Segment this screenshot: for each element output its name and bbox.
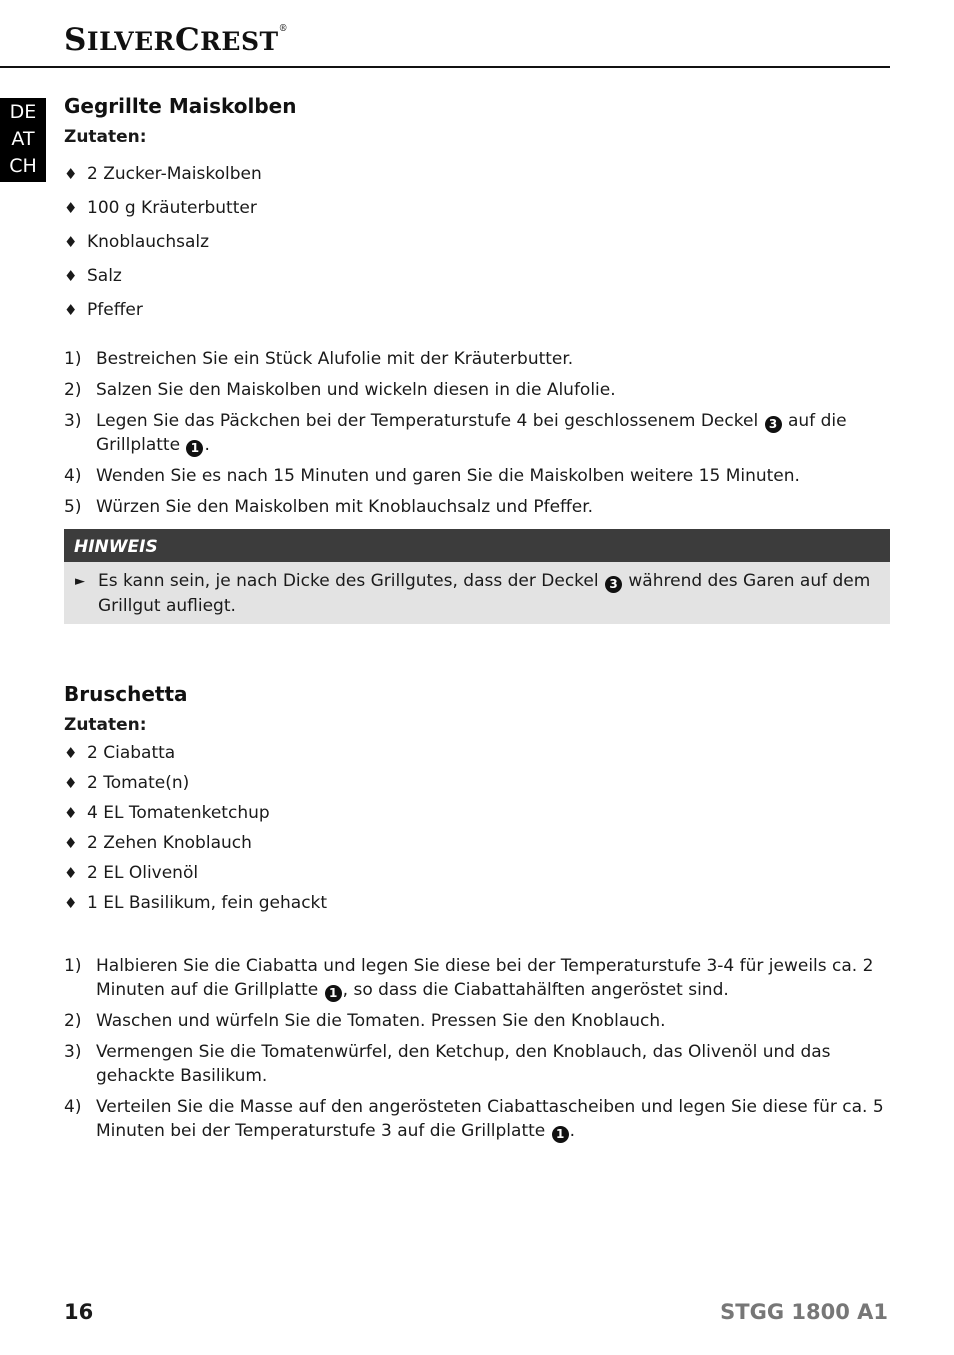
step-list — [64, 954, 890, 1143]
reference-number-icon: 3 — [765, 416, 782, 433]
language-ch: CH — [9, 155, 37, 177]
language-tab — [0, 98, 46, 182]
diamond-bullet-icon: ♦ — [64, 267, 78, 285]
ingredients-label: Zutaten: — [64, 715, 147, 735]
reference-number-icon: 1 — [552, 1126, 569, 1143]
reference-number-icon: 1 — [186, 440, 203, 457]
diamond-bullet-icon: ♦ — [64, 894, 78, 912]
ingredient-item: ♦ Knoblauchsalz — [64, 225, 890, 259]
ingredient-item: ♦ 2 Ciabatta — [64, 738, 890, 768]
reference-number-icon: 1 — [325, 985, 342, 1002]
header-divider — [0, 66, 890, 68]
diamond-bullet-icon: ♦ — [64, 233, 78, 251]
recipe-title-maiskolben: Gegrillte Maiskolben — [64, 94, 297, 118]
page-content — [64, 92, 890, 1143]
page-number: 16 — [64, 1300, 94, 1324]
ingredient-item: ♦ 1 EL Basilikum, fein gehackt — [64, 888, 890, 918]
ingredient-item: ♦ 2 EL Olivenöl — [64, 858, 890, 888]
ingredient-item: ♦ Salz — [64, 259, 890, 293]
ingredient-list — [64, 738, 890, 918]
recipe-title-bruschetta: Bruschetta — [64, 682, 188, 706]
diamond-bullet-icon: ♦ — [64, 744, 78, 762]
diamond-bullet-icon: ♦ — [64, 834, 78, 852]
ingredient-item: ♦ 4 EL Tomatenketchup — [64, 798, 890, 828]
ingredient-item: ♦ 100 g Kräuterbutter — [64, 191, 890, 225]
ingredient-list — [64, 157, 890, 327]
brand-logo: SILVERCREST® — [64, 22, 289, 58]
ingredient-item: ♦ 2 Zucker-Maiskolben — [64, 157, 890, 191]
diamond-bullet-icon: ♦ — [64, 199, 78, 217]
step-item: 5) Würzen Sie den Maiskolben mit Knoblauchsalz und Pfeffer. — [64, 497, 594, 517]
step-item: 2) Waschen und würfeln Sie die Tomaten. Pressen Sie den Knoblauch. — [64, 1011, 666, 1031]
step-item: 2) Salzen Sie den Maiskolben und wickeln diesen in die Alufolie. — [64, 380, 616, 400]
diamond-bullet-icon: ♦ — [64, 804, 78, 822]
step-item: 3) Vermengen Sie die Tomatenwürfel, den Ketchup, den Knoblauch, das Olivenöl und das gehackte Basilikum. — [64, 1042, 831, 1086]
note-body: ► Es kann sein, je nach Dicke des Grillgutes, dass der Deckel 3 während des Garen auf dem Grillgut aufliegt. — [64, 562, 890, 624]
step-list — [64, 347, 890, 519]
reference-number-icon: 3 — [605, 576, 622, 593]
ingredient-item: ♦ Pfeffer — [64, 293, 890, 327]
step-item: 1) Bestreichen Sie ein Stück Alufolie mit der Kräuterbutter. — [64, 349, 574, 369]
note-title: HINWEIS — [64, 529, 890, 562]
step-item: 4) Wenden Sie es nach 15 Minuten und garen Sie die Maiskolben weitere 15 Minuten. — [64, 466, 800, 486]
diamond-bullet-icon: ♦ — [64, 301, 78, 319]
language-at: AT — [11, 128, 35, 150]
model-number: STGG 1800 A1 — [720, 1300, 888, 1324]
step-item: 4) Verteilen Sie die Masse auf den angerösteten Ciabattascheiben und legen Sie diese für ca. 5 Minuten bei der Temperaturstufe 3 auf die Grillplatte 1 . — [64, 1097, 884, 1141]
arrow-right-icon: ► — [75, 574, 85, 589]
diamond-bullet-icon: ♦ — [64, 864, 78, 882]
diamond-bullet-icon: ♦ — [64, 165, 78, 183]
diamond-bullet-icon: ♦ — [64, 774, 78, 792]
step-item: 1) Halbieren Sie die Ciabatta und legen Sie diese bei der Temperaturstufe 3-4 für jeweils ca. 2 Minuten auf die Grillplatte 1 , so dass die Ciabattahälften angeröstet sind. — [64, 956, 874, 1000]
ingredients-label: Zutaten: — [64, 127, 147, 147]
note-box — [64, 529, 890, 624]
ingredient-item: ♦ 2 Tomate(n) — [64, 768, 890, 798]
step-item: 3) Legen Sie das Päckchen bei der Temperaturstufe 4 bei geschlossenem Deckel 3 auf die Grillplatte 1 . — [64, 411, 847, 455]
language-de: DE — [9, 101, 37, 123]
ingredient-item: ♦ 2 Zehen Knoblauch — [64, 828, 890, 858]
